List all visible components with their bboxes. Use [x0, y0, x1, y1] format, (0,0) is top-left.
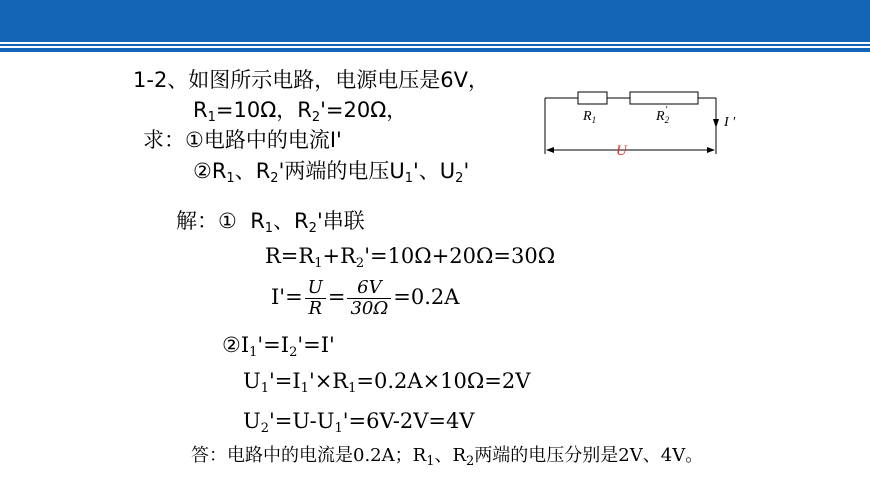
step1-r2: 、R	[273, 209, 309, 233]
answer-b: 、R	[434, 445, 467, 466]
answer-c: 两端的电压分别是2V、4V。	[474, 445, 704, 466]
ask2-u2-sub: 2	[455, 171, 464, 186]
step2-number: ②	[222, 333, 241, 357]
answer-line	[191, 443, 703, 469]
ask2-u2: '、U	[413, 159, 456, 183]
resistor-r1	[578, 92, 607, 104]
eq-u1-c-sub: 1	[348, 381, 357, 396]
eq-u2-a: U	[243, 409, 261, 433]
equation-current	[271, 278, 459, 319]
problem-line-2	[193, 97, 407, 123]
r1-value: =10Ω，	[215, 98, 298, 122]
eq-r-b: +R	[322, 244, 356, 268]
ask2-r1: R	[211, 159, 227, 183]
equation-u1	[243, 368, 530, 394]
ask2-r2-sub: 2	[270, 171, 279, 186]
step1-r1: R	[250, 209, 265, 233]
eq-i-equals: =	[327, 285, 346, 309]
frac1-den: R	[305, 298, 326, 319]
r1-subscript: 1	[207, 110, 216, 125]
answer-a-sub: 1	[426, 454, 435, 469]
fraction-u-over-r	[305, 278, 326, 319]
eq-u1-a: U	[243, 369, 261, 393]
problem-line-1: 1-2、如图所示电路，电源电压是6V，	[133, 68, 490, 92]
eq-u2-a-sub: 2	[260, 421, 269, 436]
eq-u2-c: '=6V-2V=4V	[342, 409, 475, 433]
step2-b-sub: 2	[289, 345, 298, 360]
ask2-prime: '	[463, 159, 470, 183]
eq-u2-b: '=U-U	[268, 409, 335, 433]
r2-value: '=20Ω，	[320, 98, 408, 122]
step1-number: ①	[218, 209, 237, 233]
eq-u1-b: '=I	[268, 369, 301, 393]
ask1-text: 电路中的电流I'	[203, 128, 342, 152]
eq-u1-b-sub: 1	[300, 381, 309, 396]
step1-series: '串联	[316, 209, 365, 233]
ask2-number: ②	[193, 159, 212, 183]
circuit-diagram	[540, 72, 750, 167]
header-stripe	[0, 44, 870, 46]
eq-u1-d: =0.2A×10Ω=2V	[356, 369, 531, 393]
step2-b: '=I	[257, 333, 290, 357]
equation-u2	[243, 408, 474, 434]
ask2-r1-sub: 1	[226, 171, 235, 186]
ask1-number: ①	[185, 128, 204, 152]
ask-prefix: 求：	[143, 128, 185, 152]
frac2-den: 30Ω	[347, 298, 391, 319]
step2-a-sub: 1	[249, 345, 258, 360]
resistor-r2	[630, 92, 698, 104]
solution-prefix: 解：	[176, 209, 218, 233]
step1-r2-sub: 2	[308, 221, 317, 236]
r2-symbol: R	[297, 98, 312, 122]
voltage-arrow-left	[546, 147, 554, 153]
step2-c: '=I'	[297, 333, 335, 357]
circuit-voltage-label: U	[616, 143, 627, 159]
circuit-r2-label: $R_2'$	[656, 105, 670, 125]
voltage-arrow-right	[707, 147, 715, 153]
r1-symbol: R	[193, 98, 208, 122]
ask-line-2	[193, 158, 469, 184]
answer-a: 答：电路中的电流是0.2A；R	[191, 445, 427, 466]
ask2-r2: 、R	[234, 159, 271, 183]
step2-a: I	[240, 333, 250, 357]
eq-u1-a-sub: 1	[260, 381, 269, 396]
circuit-current-label: I '	[724, 115, 736, 130]
fraction-6v-over-30	[347, 278, 391, 319]
eq-r-b-sub: 2	[355, 256, 365, 271]
ask2-u1-sub: 1	[404, 171, 414, 186]
eq-u2-b-sub: 1	[334, 421, 343, 436]
eq-r-a-sub: 1	[314, 256, 323, 271]
eq-r-c: '=10Ω+20Ω=30Ω	[364, 244, 556, 268]
r2-subscript: 2	[311, 110, 321, 125]
eq-i-lhs: I'=	[271, 285, 303, 309]
circuit-r1-label: $R_1$	[583, 109, 597, 125]
equation-resistance	[265, 243, 555, 269]
header-stripe-thick	[0, 48, 870, 52]
frac2-num: 6V	[357, 277, 382, 298]
answer-b-sub: 2	[466, 454, 475, 469]
current-arrow	[713, 119, 719, 128]
eq-r-a: R=R	[265, 244, 315, 268]
solution-step-1	[176, 208, 365, 234]
header-bar	[0, 0, 870, 42]
frac1-num: U	[307, 277, 323, 298]
ask-line-1	[143, 127, 342, 153]
eq-u1-c: '×R	[308, 369, 349, 393]
step1-r1-sub: 1	[264, 221, 274, 236]
ask2-u1: '两端的电压U	[278, 159, 405, 183]
solution-step-2	[222, 332, 335, 358]
eq-i-rhs: =0.2A	[393, 285, 460, 309]
